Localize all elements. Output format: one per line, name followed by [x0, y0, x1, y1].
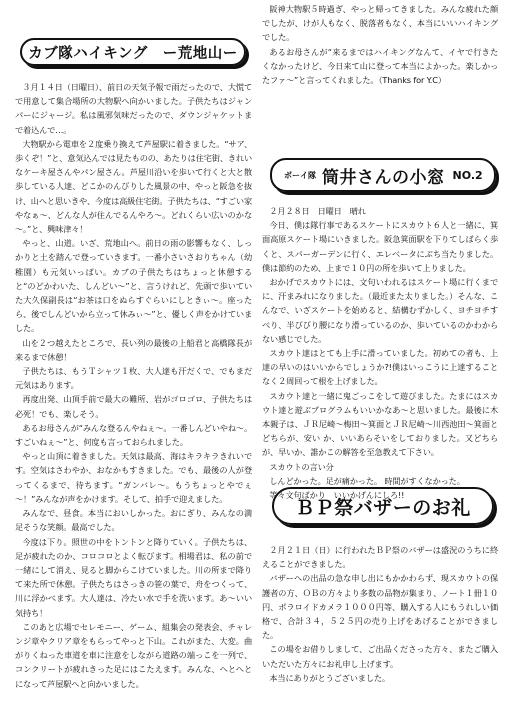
article2-body — [262, 204, 498, 502]
article2-title-section: ボーイ隊 — [284, 170, 316, 180]
article2-paragraph: 今日、僕は隊行事であるスケートにスカウト６人と一緒に、箕面高原スケート場にいきました。阪急箕面駅を下りてしばらく歩くと、スパーガーデンに行く、エレベータにぶち当たりました。僕は節約のため、上まで１０円の所を歩いて上りました。 — [262, 220, 498, 273]
article3-paragraph: この場をお借りしまして、ご出品くださった方々、またご購入いただいた方々にお礼申し上げます。 — [262, 644, 498, 669]
article1-title — [20, 38, 246, 66]
article1-paragraph: 子供たちは、もうＴシャツ１枚、大人達も汗だくで、でもまだ元気はあります。 — [15, 366, 252, 391]
article3-paragraph: ２月２１日（日）に行われたＢＰ祭のバザーは盛況のうちに終えることができました。 — [262, 545, 498, 570]
article3-title — [272, 487, 494, 525]
article3-body — [262, 543, 498, 685]
article3-title-text: ＢＰ祭バザーのお礼 — [295, 496, 471, 519]
article1-paragraph: あるお母さんが“来るまではハイキングなんて、イヤで行きたくなかったけど、今日来て山に登って本当によかった。楽しかったファ～”と言ってくれました。（Thanks for Y.C） — [262, 46, 498, 86]
article1-paragraph: ３月１４日（日曜日）、前日の天気予報で雨だったので、大慌てで用意して集合場所の大物駅へ向かいました。子供たちはジャンパーにジャージ。私は風邪気味だったので、ダウンジャケットまで着込んで…。 — [15, 82, 252, 135]
article2-paragraph: ２月２８日 日曜日 晴れ — [269, 206, 366, 216]
article1-paragraph: 大物駅から電車を２度乗り換えて芦屋駅に着きました。“サア、歩くぞ！”と、意気込んでは見たものの、あたりは住宅街、きれいなケーキ屋さんやパン屋さん。芦屋川沿いを歩いて行くと大と散歩している人達、どこかのんびりした風景の中、やっと阪急を抜け、山へと思いきや、今度は高級住宅街。子供たちは、“すごい家やなぁ～、どんな人が住んでるんやろ～。どれくらい広いのかな～。”と、興味津々！ — [15, 138, 252, 235]
article1-continuation — [262, 2, 498, 87]
article2-paragraph: 等々文句ばかり いいかげんにしろ!! — [269, 490, 405, 501]
article3-paragraph: 本当にありがとうございました。 — [269, 672, 390, 683]
article1-paragraph: やっと山頂に着きました。天気は最高、海はキラキラきれいです。空気はさわやか、おなかもすきました。でも、最後の人が登ってくるまで、待ちます。“ガンバレ～。もうちょっとやでぇ～！”みんなが声をかけます。そして、拍手で迎えました。 — [15, 451, 252, 504]
article3-paragraph: バザーへの出品の急な申し出にもかかわらず、現スカウトの保護者の方、ＯＢの方々より多数の品物が集まり、ノート１冊１０円、ポラロイドカメラ１０００円等、購入する人にもうれしい価格で、合計３４，５２５円の売り上げをあげることができました。 — [262, 573, 498, 641]
article2-paragraph: スカウト達と一緒に鬼ごっこをして遊びました。たまにはスカウト達と遊ぶプログラムもいいかなあ～と思いました。最後に木本親子は、ＪＲ尼崎～梅田～箕面とＪＲ尼崎～川西池田～箕面とどちらが、安い か、いいあらそいをしておりました。又どちらが、早いか、誰かこの解答を至急教えて下さい。 — [262, 390, 498, 458]
article1-paragraph: やっと、山道。いざ、荒地山へ。前日の雨の影響もなく、しっかりと土を踏んで登っていきます。一番小さいさおりちゃん（幼稚園）も元気いっぱい。カブの子供たちはちょっと休憩すると“のどかわいた、しんどい～”と、言うけれど、先頭で歩いていた大久保副長は“お茶は口をぬらすぐらいにしときぃ～。座ったら、後でしんどいから立って休みぃ～”と、優しく声をかけていました。 — [15, 238, 252, 334]
article2-title — [270, 158, 496, 192]
article1-body — [15, 80, 252, 691]
article1-title-text: カブ隊ハイキング ー荒地山ー — [28, 45, 238, 62]
article2-title-number: NO.2 — [452, 168, 483, 182]
article2-paragraph: スカウトの言い分 — [269, 461, 334, 472]
article1-paragraph: 山を２つ越えたところで、長い列の最後の上船君と高橋隊長が来るまで休憩！ — [15, 337, 252, 362]
article1-paragraph: 再度出発、山頂手前で最大の難所、岩がゴロゴロ、子供たちは必死！でも、楽しそう。 — [15, 394, 252, 419]
article2-paragraph: スカウト達はとても上手に滑っていました。初めての者も、上達の早いのはいいからでしょうか?!僕はいっこうに上達することなく２周回って根を上げました。 — [262, 348, 498, 387]
article1-paragraph: 阪神大物駅５時過ぎ、やっと帰ってきました。みんな疲れた顔でしたが、けが人もなく、脱落者もなく、本当にいいハイキングでした。 — [262, 4, 498, 43]
article2-paragraph: おかげでスカウトには、文句いわれるはスケート場に行くまでに、汗まみれになりました。（最近また太りました。）そんな、こんなで、いざスケートを始めると、結構むずかしく、ヨチヨチすべり、半びびり腰になり滑っているのか、歩いているのかわからない感じでした。 — [262, 277, 498, 344]
article2-title-main: 筒井さんの小窓 — [322, 167, 445, 188]
article2-paragraph: しんどかった。足が痛かった。 時間がすくなかった。 — [269, 475, 465, 486]
article1-paragraph: 今度は下り。照世の中をトントンと降りていく。子供たちは、足が疲れたのか、コロコロとよく転びます。相場君は、私の前で一緒にして消え、見ると脚からこけていました。川の所まで降りて来た所で休憩。子供たちはさっきの笹の葉で、舟をつくって、川に浮かべます。大人達は、冷たい水で手を洗います。あ～いい気持ち！ — [15, 536, 252, 618]
article1-paragraph: みんなで、昼食。本当においしかった。おにぎり、みんなの満足そうな笑顔。最高でした。 — [15, 508, 252, 533]
article1-paragraph: あるお母さんが“みんな登るんやねぇ～。一番しんどいやね～。すごいねぇ～”と、何度も言っておられました。 — [15, 422, 252, 448]
article1-paragraph: このあと広場でセレモニー、ゲーム、組集会の発表会、チャレンジ章やクリア章をもらってやっと下山。これがまた、大変。曲がりくねった車道を車に注意をしながら道路の端っこを一列で、コンクリートが疲れきった足にはこたえます。みんな、へとへとになって芦屋駅へと向かいました。 — [15, 621, 252, 689]
